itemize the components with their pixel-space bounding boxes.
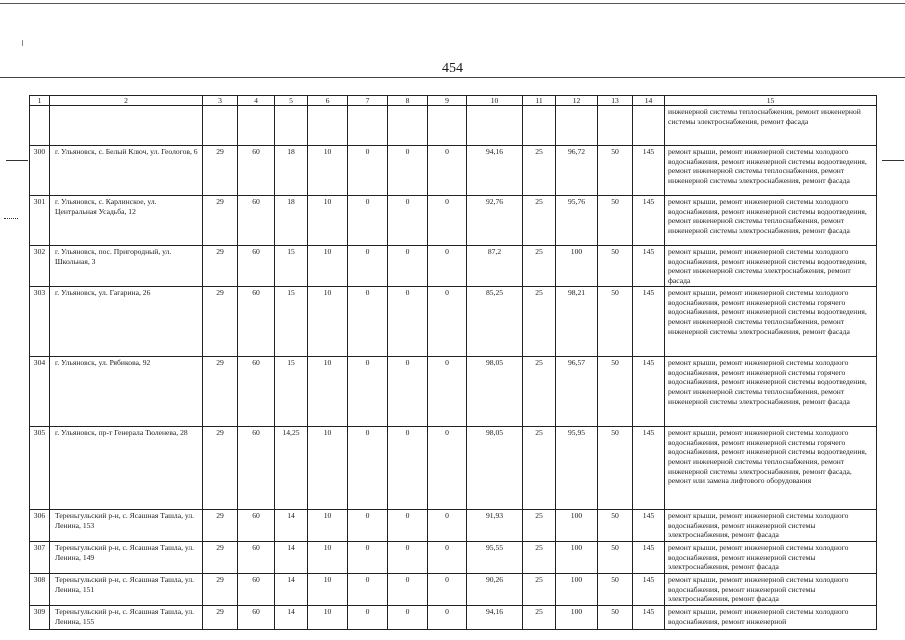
col13-cell: 50 [598, 196, 633, 246]
col13-cell: 50 [598, 541, 633, 573]
col7-cell: 0 [348, 146, 388, 196]
continuation-cell [30, 106, 50, 146]
col11-cell: 25 [523, 196, 556, 246]
column-number-9: 9 [428, 96, 467, 106]
row-number: 308 [30, 573, 50, 605]
row-number: 307 [30, 541, 50, 573]
header-rule [0, 77, 905, 78]
column-number-2: 2 [50, 96, 203, 106]
col11-cell: 25 [523, 509, 556, 541]
repair-program-table [29, 95, 877, 630]
col4-cell: 60 [238, 356, 275, 426]
address-cell: Тереньгульский р-н, с. Ясашная Ташла, ул. Ленина, 149 [50, 541, 203, 573]
works-cell: ремонт крыши, ремонт инженерной системы холодного водоснабжения, ремонт инженерной системы электроснабжения, ремонт фасада [665, 573, 877, 605]
col7-cell: 0 [348, 196, 388, 246]
col7-cell: 0 [348, 286, 388, 356]
col6-cell: 10 [308, 286, 348, 356]
continuation-cell [467, 106, 523, 146]
address-cell: Тереньгульский р-н, с. Ясашная Ташла, ул. Ленина, 151 [50, 573, 203, 605]
col10-cell: 92,76 [467, 196, 523, 246]
col3-cell: 29 [203, 196, 238, 246]
continuation-cell [275, 106, 308, 146]
col7-cell: 0 [348, 426, 388, 509]
continuation-cell [348, 106, 388, 146]
address-cell: г. Ульяновск, ул. Рябикова, 92 [50, 356, 203, 426]
col11-cell: 25 [523, 146, 556, 196]
col10-cell: 91,93 [467, 509, 523, 541]
left-margin-tick [6, 160, 28, 161]
col9-cell: 0 [428, 509, 467, 541]
column-number-7: 7 [348, 96, 388, 106]
table-row [30, 426, 877, 509]
col5-cell: 14 [275, 573, 308, 605]
col7-cell: 0 [348, 509, 388, 541]
continuation-cell [238, 106, 275, 146]
col11-cell: 25 [523, 286, 556, 356]
col12-cell: 100 [556, 246, 598, 287]
col14-cell: 145 [633, 426, 665, 509]
col8-cell: 0 [388, 146, 428, 196]
col3-cell: 29 [203, 426, 238, 509]
continuation-cell [50, 106, 203, 146]
top-scan-rule [0, 3, 905, 4]
col10-cell: 98,05 [467, 426, 523, 509]
col11-cell: 25 [523, 541, 556, 573]
row-number: 304 [30, 356, 50, 426]
col6-cell: 10 [308, 426, 348, 509]
left-margin-dash [22, 40, 25, 46]
col9-cell: 0 [428, 605, 467, 629]
right-margin-tick [882, 160, 904, 161]
col3-cell: 29 [203, 509, 238, 541]
col5-cell: 14,25 [275, 426, 308, 509]
left-margin-mark [4, 218, 18, 219]
continuation-cell [633, 106, 665, 146]
continuation-cell [388, 106, 428, 146]
column-number-6: 6 [308, 96, 348, 106]
col6-cell: 10 [308, 509, 348, 541]
col13-cell: 50 [598, 573, 633, 605]
col4-cell: 60 [238, 509, 275, 541]
col12-cell: 96,57 [556, 356, 598, 426]
column-number-14: 14 [633, 96, 665, 106]
col12-cell: 95,76 [556, 196, 598, 246]
continuation-cell [556, 106, 598, 146]
col14-cell: 145 [633, 286, 665, 356]
col4-cell: 60 [238, 196, 275, 246]
column-number-10: 10 [467, 96, 523, 106]
col7-cell: 0 [348, 541, 388, 573]
col3-cell: 29 [203, 573, 238, 605]
table-row [30, 573, 877, 605]
col8-cell: 0 [388, 356, 428, 426]
works-cell: ремонт крыши, ремонт инженерной системы холодного водоснабжения, ремонт инженерной системы водоотведения, ремонт инженерной системы теплоснабжения, ремонт инженерной системы электроснабжения, ремонт фасада [665, 146, 877, 196]
table-body [30, 96, 877, 630]
col14-cell: 145 [633, 146, 665, 196]
row-number: 306 [30, 509, 50, 541]
address-cell: Тереньгульский р-н, с. Ясашная Ташла, ул. Ленина, 155 [50, 605, 203, 629]
col5-cell: 15 [275, 246, 308, 287]
col12-cell: 100 [556, 605, 598, 629]
table-row [30, 541, 877, 573]
col8-cell: 0 [388, 541, 428, 573]
continuation-row [30, 106, 877, 146]
column-number-12: 12 [556, 96, 598, 106]
col5-cell: 18 [275, 196, 308, 246]
col13-cell: 50 [598, 356, 633, 426]
col10-cell: 87,2 [467, 246, 523, 287]
row-number: 309 [30, 605, 50, 629]
col14-cell: 145 [633, 605, 665, 629]
col4-cell: 60 [238, 605, 275, 629]
col9-cell: 0 [428, 541, 467, 573]
col8-cell: 0 [388, 605, 428, 629]
table-row [30, 246, 877, 287]
column-number-8: 8 [388, 96, 428, 106]
col8-cell: 0 [388, 196, 428, 246]
col5-cell: 15 [275, 356, 308, 426]
works-cell: ремонт крыши, ремонт инженерной системы холодного водоснабжения, ремонт инженерной [665, 605, 877, 629]
address-cell: г. Ульяновск, ул. Гагарина, 26 [50, 286, 203, 356]
row-number: 305 [30, 426, 50, 509]
col4-cell: 60 [238, 426, 275, 509]
table-row [30, 146, 877, 196]
col12-cell: 95,95 [556, 426, 598, 509]
col14-cell: 145 [633, 356, 665, 426]
works-cell: ремонт крыши, ремонт инженерной системы холодного водоснабжения, ремонт инженерной системы горячего водоснабжения, ремонт инженерной системы водоотведения, ремонт инженерной системы теплоснабжения, ремонт инженерной системы электроснабжения, ремонт фасада, ремонт или замена лифтового оборудования [665, 426, 877, 509]
works-cell: ремонт крыши, ремонт инженерной системы холодного водоснабжения, ремонт инженерной системы горячего водоснабжения, ремонт инженерной системы водоотведения, ремонт инженерной системы теплоснабжения, ремонт инженерной системы электроснабжения, ремонт фасада [665, 286, 877, 356]
col13-cell: 50 [598, 426, 633, 509]
col12-cell: 100 [556, 509, 598, 541]
continuation-works: инженерной системы теплоснабжения, ремонт инженерной системы электроснабжения, ремонт фасада [665, 106, 877, 146]
col13-cell: 50 [598, 286, 633, 356]
col5-cell: 14 [275, 541, 308, 573]
col14-cell: 145 [633, 541, 665, 573]
col13-cell: 50 [598, 146, 633, 196]
col9-cell: 0 [428, 246, 467, 287]
continuation-cell [203, 106, 238, 146]
col6-cell: 10 [308, 605, 348, 629]
col5-cell: 14 [275, 605, 308, 629]
col14-cell: 145 [633, 509, 665, 541]
col7-cell: 0 [348, 573, 388, 605]
works-cell: ремонт крыши, ремонт инженерной системы холодного водоснабжения, ремонт инженерной системы водоотведения, ремонт инженерной системы теплоснабжения, ремонт инженерной системы электроснабжения, ремонт фасада [665, 196, 877, 246]
address-cell: г. Ульяновск, с. Белый Ключ, ул. Геологов, 6 [50, 146, 203, 196]
col9-cell: 0 [428, 573, 467, 605]
table-row [30, 356, 877, 426]
col12-cell: 100 [556, 541, 598, 573]
continuation-cell [598, 106, 633, 146]
col6-cell: 10 [308, 541, 348, 573]
col3-cell: 29 [203, 146, 238, 196]
table-row [30, 196, 877, 246]
col6-cell: 10 [308, 196, 348, 246]
col11-cell: 25 [523, 426, 556, 509]
address-cell: г. Ульяновск, пос. Пригородный, ул. Школьная, 3 [50, 246, 203, 287]
col3-cell: 29 [203, 356, 238, 426]
table-row [30, 286, 877, 356]
col9-cell: 0 [428, 426, 467, 509]
col6-cell: 10 [308, 573, 348, 605]
col3-cell: 29 [203, 605, 238, 629]
row-number: 301 [30, 196, 50, 246]
column-number-11: 11 [523, 96, 556, 106]
works-cell: ремонт крыши, ремонт инженерной системы холодного водоснабжения, ремонт инженерной системы электроснабжения, ремонт фасада [665, 509, 877, 541]
col12-cell: 96,72 [556, 146, 598, 196]
column-number-4: 4 [238, 96, 275, 106]
works-cell: ремонт крыши, ремонт инженерной системы холодного водоснабжения, ремонт инженерной системы электроснабжения, ремонт фасада [665, 541, 877, 573]
address-cell: г. Ульяновск, с. Карлинское, ул. Центральная Усадьба, 12 [50, 196, 203, 246]
col9-cell: 0 [428, 286, 467, 356]
col4-cell: 60 [238, 246, 275, 287]
col13-cell: 50 [598, 605, 633, 629]
col13-cell: 50 [598, 246, 633, 287]
col8-cell: 0 [388, 573, 428, 605]
col11-cell: 25 [523, 573, 556, 605]
col8-cell: 0 [388, 426, 428, 509]
continuation-cell [308, 106, 348, 146]
col9-cell: 0 [428, 356, 467, 426]
col11-cell: 25 [523, 356, 556, 426]
col7-cell: 0 [348, 356, 388, 426]
col3-cell: 29 [203, 286, 238, 356]
col8-cell: 0 [388, 286, 428, 356]
col9-cell: 0 [428, 146, 467, 196]
table-row [30, 605, 877, 629]
col10-cell: 98,05 [467, 356, 523, 426]
col9-cell: 0 [428, 196, 467, 246]
col12-cell: 100 [556, 573, 598, 605]
column-number-1: 1 [30, 96, 50, 106]
col10-cell: 95,55 [467, 541, 523, 573]
col11-cell: 25 [523, 246, 556, 287]
col5-cell: 15 [275, 286, 308, 356]
column-number-5: 5 [275, 96, 308, 106]
col10-cell: 90,26 [467, 573, 523, 605]
col6-cell: 10 [308, 246, 348, 287]
works-cell: ремонт крыши, ремонт инженерной системы холодного водоснабжения, ремонт инженерной системы горячего водоснабжения, ремонт инженерной системы водоотведения, ремонт инженерной системы теплоснабжения, ремонт инженерной системы электроснабжения, ремонт фасада [665, 356, 877, 426]
continuation-cell [428, 106, 467, 146]
column-number-3: 3 [203, 96, 238, 106]
row-number: 303 [30, 286, 50, 356]
col4-cell: 60 [238, 541, 275, 573]
col4-cell: 60 [238, 146, 275, 196]
col4-cell: 60 [238, 286, 275, 356]
col8-cell: 0 [388, 246, 428, 287]
col13-cell: 50 [598, 509, 633, 541]
col12-cell: 98,21 [556, 286, 598, 356]
col7-cell: 0 [348, 246, 388, 287]
col3-cell: 29 [203, 246, 238, 287]
col6-cell: 10 [308, 146, 348, 196]
col10-cell: 94,16 [467, 605, 523, 629]
address-cell: Тереньгульский р-н, с. Ясашная Ташла, ул. Ленина, 153 [50, 509, 203, 541]
column-number-15: 15 [665, 96, 877, 106]
row-number: 300 [30, 146, 50, 196]
address-cell: г. Ульяновск, пр-т Генерала Тюленева, 28 [50, 426, 203, 509]
col6-cell: 10 [308, 356, 348, 426]
col14-cell: 145 [633, 196, 665, 246]
continuation-cell [523, 106, 556, 146]
col7-cell: 0 [348, 605, 388, 629]
col4-cell: 60 [238, 573, 275, 605]
row-number: 302 [30, 246, 50, 287]
page-number: 454 [442, 61, 463, 76]
col14-cell: 145 [633, 573, 665, 605]
col10-cell: 85,25 [467, 286, 523, 356]
table-row [30, 509, 877, 541]
col8-cell: 0 [388, 509, 428, 541]
col5-cell: 14 [275, 509, 308, 541]
works-cell: ремонт крыши, ремонт инженерной системы холодного водоснабжения, ремонт инженерной системы водоотведения, ремонт инженерной системы электроснабжения, ремонт фасада [665, 246, 877, 287]
col3-cell: 29 [203, 541, 238, 573]
col14-cell: 145 [633, 246, 665, 287]
col11-cell: 25 [523, 605, 556, 629]
col10-cell: 94,16 [467, 146, 523, 196]
column-number-13: 13 [598, 96, 633, 106]
col5-cell: 18 [275, 146, 308, 196]
column-number-row [30, 96, 877, 106]
